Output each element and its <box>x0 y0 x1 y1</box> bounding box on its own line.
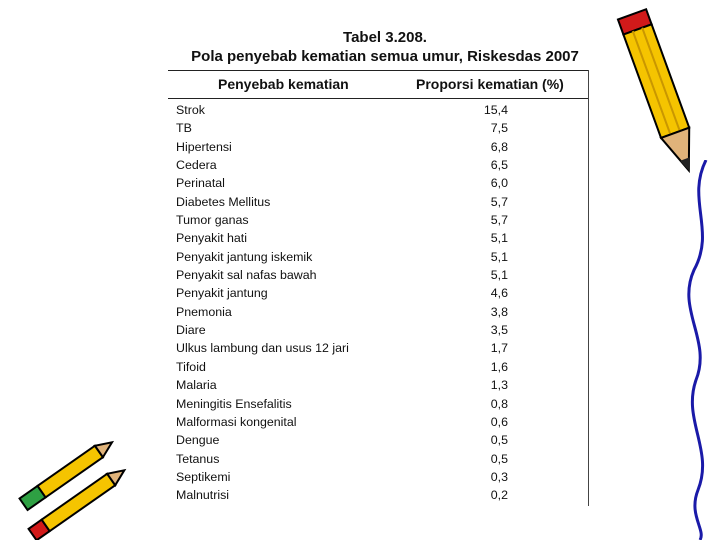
row-proportion: 0,8 <box>490 396 508 411</box>
table-row <box>168 339 588 357</box>
row-proportion: 5,1 <box>490 249 508 264</box>
row-cause: Penyakit hati <box>176 231 247 246</box>
row-cause: Penyakit jantung iskemik <box>176 249 313 264</box>
row-proportion: 5,7 <box>490 213 508 228</box>
row-proportion: 1,7 <box>490 341 508 356</box>
row-cause: Penyakit jantung <box>176 286 268 301</box>
row-proportion: 7,5 <box>490 121 508 136</box>
row-proportion: 6,0 <box>490 176 508 191</box>
row-cause: Strok <box>176 103 205 117</box>
row-proportion: 5,1 <box>490 268 508 283</box>
table-row <box>168 358 588 376</box>
row-cause: Tumor ganas <box>176 213 249 228</box>
data-table <box>168 70 589 506</box>
row-cause: Malnutrisi <box>176 488 230 503</box>
table-row <box>168 229 588 247</box>
wavy-line-icon <box>676 160 720 540</box>
table-row <box>168 284 588 302</box>
row-cause: Diare <box>176 323 206 338</box>
row-proportion: 15,4 <box>483 103 508 117</box>
table-title-number: Tabel 3.208. <box>343 29 427 46</box>
row-proportion: 3,5 <box>490 323 508 338</box>
row-cause: Pnemonia <box>176 304 232 319</box>
table-row <box>168 450 588 468</box>
table-row <box>168 321 588 339</box>
row-proportion: 0,6 <box>490 414 508 429</box>
row-cause: Tetanus <box>176 451 220 466</box>
table-title-caption: Pola penyebab kematian semua umur, Riskesdas 2007 <box>191 48 579 65</box>
pencil-icon <box>0 430 130 540</box>
row-proportion: 4,6 <box>490 286 508 301</box>
row-cause: Perinatal <box>176 176 225 191</box>
table-row <box>168 413 588 431</box>
table-row <box>168 138 588 156</box>
row-cause: Penyakit sal nafas bawah <box>176 268 317 283</box>
table-row <box>168 395 588 413</box>
table-body <box>168 101 588 505</box>
table-row <box>168 303 588 321</box>
row-cause: Dengue <box>176 433 220 448</box>
table-row <box>168 248 588 266</box>
row-cause: Tifoid <box>176 359 206 374</box>
table-row <box>168 119 588 137</box>
row-cause: Cedera <box>176 158 217 173</box>
row-cause: TB <box>176 121 192 136</box>
table-row <box>168 101 588 119</box>
row-proportion: 6,5 <box>490 158 508 173</box>
row-cause: Diabetes Mellitus <box>176 194 271 209</box>
row-proportion: 0,5 <box>490 451 508 466</box>
header-proportion: Proporsi kematian (%) <box>416 76 564 92</box>
row-cause: Meningitis Ensefalitis <box>176 396 292 411</box>
table-row <box>168 376 588 394</box>
row-cause: Malaria <box>176 378 217 393</box>
row-proportion: 1,3 <box>490 378 508 393</box>
row-proportion: 0,5 <box>490 433 508 448</box>
header-cause: Penyebab kematian <box>218 76 349 92</box>
row-cause: Septikemi <box>176 469 231 484</box>
table-row <box>168 266 588 284</box>
table-row <box>168 486 588 504</box>
table-row <box>168 211 588 229</box>
row-cause: Ulkus lambung dan usus 12 jari <box>176 341 349 356</box>
row-cause: Malformasi kongenital <box>176 414 297 429</box>
table-row <box>168 468 588 486</box>
table-row <box>168 193 588 211</box>
row-cause: Hipertensi <box>176 139 232 154</box>
table-title <box>170 28 600 66</box>
table-row <box>168 156 588 174</box>
row-proportion: 3,8 <box>490 304 508 319</box>
row-proportion: 1,6 <box>490 359 508 374</box>
row-proportion: 0,3 <box>490 469 508 484</box>
table-row <box>168 431 588 449</box>
row-proportion: 0,2 <box>490 488 508 503</box>
row-proportion: 5,7 <box>490 194 508 209</box>
table-row <box>168 174 588 192</box>
row-proportion: 6,8 <box>490 139 508 154</box>
table-header <box>168 70 588 99</box>
row-proportion: 5,1 <box>490 231 508 246</box>
